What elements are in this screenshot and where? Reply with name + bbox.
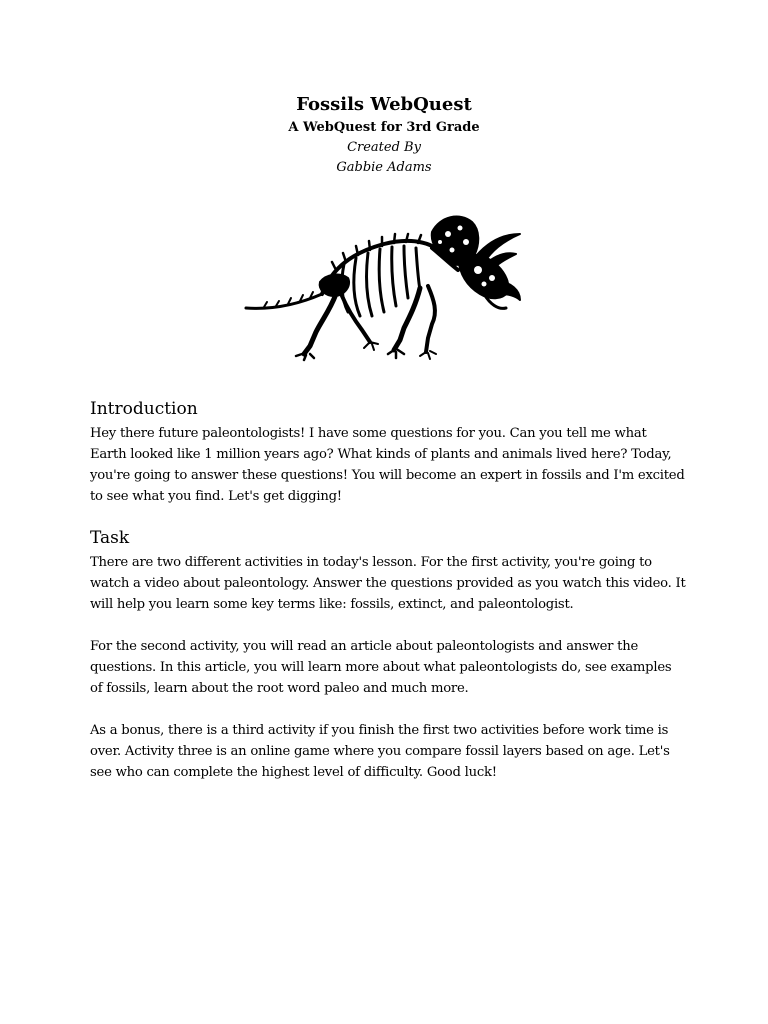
introduction-paragraph: Hey there future paleontologists! I have some questions for you. Can you tell me what Earth looked like 1 million years ago? What kinds of plants and animals lived here? Today, you're going to answer these questions! You will become an expert in fossils and I'm excited to see what you find. Let's get digging!: [90, 426, 685, 504]
byline-label: Created By: [347, 140, 421, 155]
introduction-section: [90, 396, 686, 507]
document-title: Fossils WebQuest: [296, 94, 472, 115]
section-heading-task: Task: [90, 528, 130, 548]
document-subtitle: A WebQuest for 3rd Grade: [288, 120, 480, 135]
triceratops-skeleton-icon: [244, 212, 526, 362]
document-body: [90, 396, 686, 783]
task-paragraph: For the second activity, you will read an article about paleontologists and answer the questions. In this article, you will learn more about what paleontologists do, see examples of fossils, learn about the root word paleo and much more.: [90, 639, 672, 696]
author-name: Gabbie Adams: [336, 160, 432, 175]
task-paragraph: There are two different activities in today's lesson. For the first activity, you're going to watch a video about paleontology. Answer the questions provided as you watch this video. It will help you learn some key terms like: fossils, extinct, and paleontologist.: [90, 555, 686, 612]
document-header: [0, 92, 768, 178]
task-paragraph: As a bonus, there is a third activity if you finish the first two activities before work time is over. Activity three is an online game where you compare fossil layers based on age. Let's see who can complete the highest level of difficulty. Good luck!: [90, 723, 670, 780]
section-heading-introduction: Introduction: [90, 399, 198, 419]
task-section: [90, 525, 686, 783]
